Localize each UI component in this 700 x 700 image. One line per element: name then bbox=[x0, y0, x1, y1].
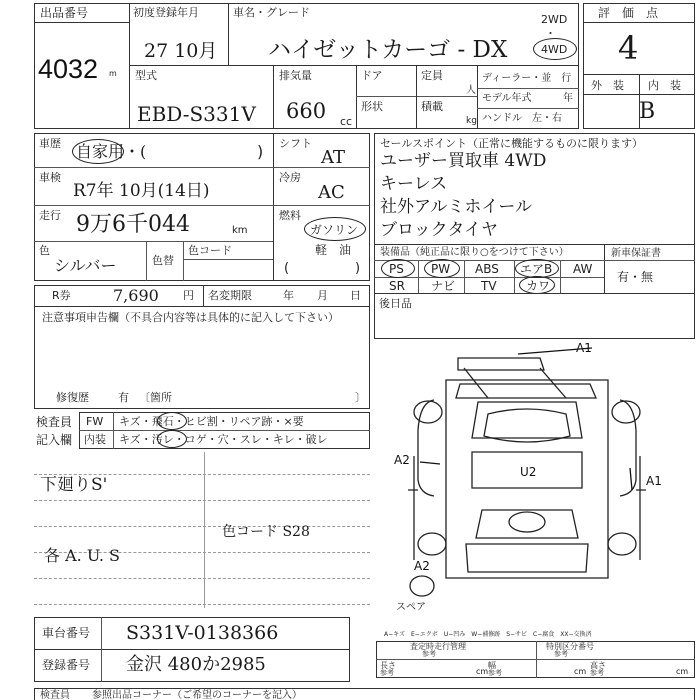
remark-line-3: 各 A. U. S bbox=[44, 546, 120, 565]
history-label: 車歴 bbox=[39, 137, 61, 150]
type-value: EBD-S331V bbox=[137, 102, 256, 126]
fuel-label: 燃料 bbox=[279, 209, 301, 222]
after-parts-label: 後日品 bbox=[379, 297, 412, 310]
equip-abs: ABS bbox=[475, 262, 499, 276]
displacement-value: 660 bbox=[286, 99, 327, 123]
special-label: 特別区分番号 bbox=[546, 642, 594, 651]
mileage-unit: km bbox=[232, 225, 248, 236]
fuel-diesel: 軽 油 bbox=[315, 243, 352, 257]
displacement-unit: cc bbox=[340, 115, 353, 128]
score-value: 4 bbox=[618, 29, 639, 67]
warranty-value: 有・無 bbox=[617, 270, 654, 284]
equip-ps: PS bbox=[389, 262, 404, 276]
vehicle-diagram bbox=[370, 340, 696, 630]
recycle-label: R券 bbox=[52, 289, 71, 302]
mileage-label: 走行 bbox=[39, 209, 61, 222]
warranty-label: 新車保証書 bbox=[611, 248, 661, 259]
shift-label: シフト bbox=[279, 137, 312, 150]
height-unit: cm bbox=[676, 667, 689, 676]
mileage-value: 9万6千044 bbox=[76, 212, 190, 237]
sales-point-line-1: ユーザー買取車 4WD bbox=[380, 151, 547, 171]
length-unit: cm bbox=[476, 667, 489, 676]
drive-dot: ・ bbox=[545, 27, 556, 40]
transfer-month-unit: 月 bbox=[317, 289, 328, 302]
fuel-gas-circle bbox=[304, 217, 366, 241]
inspector-fw-label: FW bbox=[86, 415, 104, 428]
recycle-value: 7,690 bbox=[113, 286, 159, 305]
footer-inspector-label: 検査員 bbox=[40, 690, 70, 700]
color-label: 色 bbox=[39, 244, 50, 257]
damage-code-legend: A−キズ E−エクボ U−凹み W−補修跡 S−サビ C−腐食 XX−交換済 bbox=[384, 631, 592, 638]
mark-u2-center: U2 bbox=[520, 465, 537, 479]
sales-point-line-2: キーレス bbox=[380, 174, 448, 194]
sales-points-label: セールスポイント（正常に機能するものに限ります） bbox=[380, 137, 644, 150]
color-change-label: 色替 bbox=[152, 254, 174, 267]
inspector-fw-text: キズ・飛石・ヒビ割・リペア跡・×要 bbox=[119, 415, 304, 428]
mark-a2-bottom: A2 bbox=[414, 559, 430, 573]
registration-label: 登録番号 bbox=[42, 658, 91, 672]
equip-pw: PW bbox=[431, 262, 451, 276]
shape-label: 形状 bbox=[361, 100, 383, 113]
type-label: 型式 bbox=[135, 69, 157, 82]
lot-number-value: 4032 bbox=[38, 54, 99, 84]
transfer-year-unit: 年 bbox=[283, 289, 294, 302]
inspector-int-label: 内装 bbox=[84, 433, 106, 446]
width-reference: 参考 bbox=[488, 669, 502, 677]
int-label: 内 装 bbox=[648, 79, 681, 92]
first-reg-value: 27 10月 bbox=[144, 40, 218, 62]
record-label: 記入欄 bbox=[36, 433, 73, 447]
fuel-paren-open: ( bbox=[284, 261, 290, 276]
recycle-unit: 円 bbox=[183, 289, 194, 302]
fuel-paren-close: ) bbox=[355, 261, 361, 276]
shift-value: AT bbox=[321, 147, 346, 168]
transfer-day-unit: 日 bbox=[350, 289, 361, 302]
capacity-unit: 人 bbox=[466, 85, 476, 96]
int-dirt-circle bbox=[157, 430, 187, 448]
drive-4wd-circle bbox=[533, 38, 577, 60]
repair-label: 修復歴 bbox=[56, 391, 89, 404]
model-grade-label: 車名・グレード bbox=[233, 6, 310, 19]
footer-text: 参照出品コーナー（ご希望のコーナーを記入） bbox=[92, 690, 302, 700]
height-reference: 参考 bbox=[590, 669, 604, 677]
ext-label: 外 装 bbox=[591, 79, 624, 92]
inspection-label: 車検 bbox=[39, 171, 61, 184]
color-code-label: 色コード bbox=[188, 244, 232, 257]
length-reference: 参考 bbox=[380, 669, 394, 677]
equipment-label: 装備品（純正品に限り○をつけて下さい） bbox=[380, 247, 569, 258]
equip-aw: AW bbox=[573, 262, 593, 276]
appraisal-reference: 参考 bbox=[422, 650, 436, 658]
fuel-gas: ガソリン bbox=[310, 223, 359, 237]
appraisal-label: 査定時走行管理 bbox=[410, 642, 466, 651]
ac-label: 冷房 bbox=[279, 171, 301, 184]
int-value: B bbox=[639, 99, 656, 124]
equip-sr: SR bbox=[389, 279, 405, 293]
height-label: 高さ bbox=[590, 661, 606, 670]
history-value: 自家用・( bbox=[76, 142, 147, 161]
mark-a1-right: A1 bbox=[646, 474, 662, 488]
equip-ps-circle bbox=[381, 259, 415, 278]
ac-value: AC bbox=[318, 182, 345, 203]
equip-navi: ナビ bbox=[431, 279, 456, 293]
location-label: 〔箇所 bbox=[139, 391, 172, 404]
color-value: シルバー bbox=[54, 256, 117, 275]
registration-value: 金沢 480か2985 bbox=[126, 654, 266, 675]
equip-pw-circle bbox=[424, 259, 460, 278]
sales-point-line-4: ブロックタイヤ bbox=[380, 220, 498, 240]
handle-label: ハンドル 左・右 bbox=[482, 113, 562, 124]
spare-label: スペア bbox=[396, 602, 426, 613]
displacement-label: 排気量 bbox=[279, 69, 312, 82]
mark-a1-top: A1 bbox=[576, 341, 592, 355]
equip-leather: カワ bbox=[526, 279, 551, 293]
door-label: ドア bbox=[361, 69, 383, 82]
dealer-label: ディーラー・並 行 bbox=[482, 73, 572, 84]
drive-2wd: 2WD bbox=[541, 13, 568, 26]
equip-leather-circle bbox=[519, 276, 555, 294]
after-parts-box bbox=[374, 293, 695, 339]
length-label: 長さ bbox=[380, 661, 396, 670]
location-close: 〕 bbox=[355, 391, 366, 404]
model-year-label: モデル年式 bbox=[482, 93, 532, 104]
equip-tv: TV bbox=[481, 279, 497, 293]
fw-stone-circle bbox=[157, 412, 187, 430]
inspector-label: 検査員 bbox=[36, 415, 73, 429]
model-grade-value: ハイゼットカーゴ - DX bbox=[268, 37, 508, 63]
capacity-label: 定員 bbox=[421, 69, 443, 82]
inspector-int-text: キズ・汚レ・コゲ・穴・スレ・キレ・破レ bbox=[119, 433, 328, 446]
equip-airbag: エアB bbox=[520, 262, 553, 276]
sales-point-line-3: 社外アルミホイール bbox=[380, 197, 532, 217]
repair-value: 有 bbox=[118, 391, 129, 404]
history-circle bbox=[72, 139, 124, 164]
notes-label: 注意事項申告欄（不具合内容等は具体的に記入して下さい） bbox=[42, 311, 339, 324]
model-year-unit: 年 bbox=[563, 93, 573, 104]
mark-a2-left: A2 bbox=[394, 453, 410, 467]
width-label: 幅 bbox=[488, 661, 496, 670]
history-close-paren: ) bbox=[257, 142, 264, 161]
load-unit: kg bbox=[466, 116, 477, 126]
transfer-label: 名変期限 bbox=[208, 289, 252, 302]
inspection-value: R7年 10月(14日) bbox=[73, 181, 210, 201]
special-reference: 参考 bbox=[554, 650, 568, 658]
score-label: 評 価 点 bbox=[598, 6, 659, 20]
drive-4wd: 4WD bbox=[541, 43, 568, 56]
chassis-label: 車台番号 bbox=[42, 626, 91, 640]
lot-number-suffix: m bbox=[109, 69, 117, 78]
load-label: 積載 bbox=[421, 100, 443, 113]
remark-line-1: 下廻りS' bbox=[40, 475, 108, 495]
first-reg-label: 初度登録年月 bbox=[133, 6, 199, 19]
chassis-value: S331V-0138366 bbox=[126, 622, 279, 644]
remark-line-2: 色コード S28 bbox=[222, 524, 310, 540]
lot-number-label: 出品番号 bbox=[40, 6, 89, 20]
width-unit: cm bbox=[574, 667, 587, 676]
